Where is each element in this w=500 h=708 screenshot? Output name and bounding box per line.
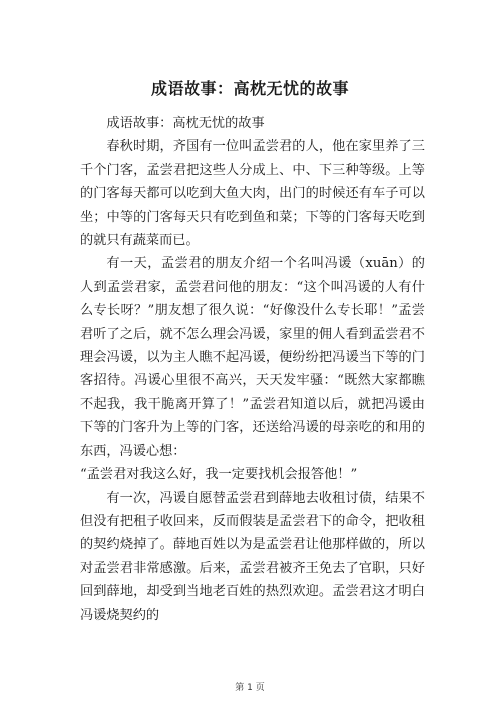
page-title: 成语故事：高枕无忧的故事	[150, 79, 349, 98]
paragraph: 有一天，孟尝君的朋友介绍一个名叫冯谖（xuān）的人到孟尝君家，孟尝君问他的朋友：“这个叫冯谖的人有什么专长呀？”朋友想了很久说：“好像没什么专长耶！”孟尝君听了之后，就不怎么理会冯谖，家里的佣人看到孟尝君不理会冯谖，以为主人瞧不起冯谖，便纷纷把冯谖当下等的门客招待。冯谖心里很不高兴，天天发牢骚：“既然大家都瞧不起我，我干脆离开算了！”孟尝君知道以后，就把冯谖由下等的门客升为上等的门客，还送给冯谖的母亲吃的和用的东西，冯谖心想：	[80, 256, 425, 459]
paragraph-quote: “孟尝君对我这么好，我一定要找机会报答他！”	[80, 467, 358, 483]
page-number: 第 1 页	[235, 683, 265, 693]
paragraph: 有一次，冯谖自愿替孟尝君到薛地去收租讨债，结果不但没有把租子收回来，反而假装是孟尝君下的命令，把收租的契约烧掉了。薛地百姓以为是孟尝君让他那样做的，所以对孟尝君非常感激。后来，孟尝君被齐王免去了官职，只好回到薛地，却受到当地老百姓的热烈欢迎。孟尝君这才明白冯谖烧契约的	[80, 490, 425, 623]
paragraph: 春秋时期，齐国有一位叫孟尝君的人，他在家里养了三千个门客，孟尝君把这些人分成上、中、下三种等级。上等的门客每天都可以吃到大鱼大肉，出门的时候还有车子可以坐；中等的门客每天只有吃到鱼和菜；下等的门客每天吃到的就只有蔬菜而已。	[80, 139, 425, 249]
document-body	[80, 112, 425, 627]
document-subtitle: 成语故事：高枕无忧的故事	[106, 116, 265, 131]
